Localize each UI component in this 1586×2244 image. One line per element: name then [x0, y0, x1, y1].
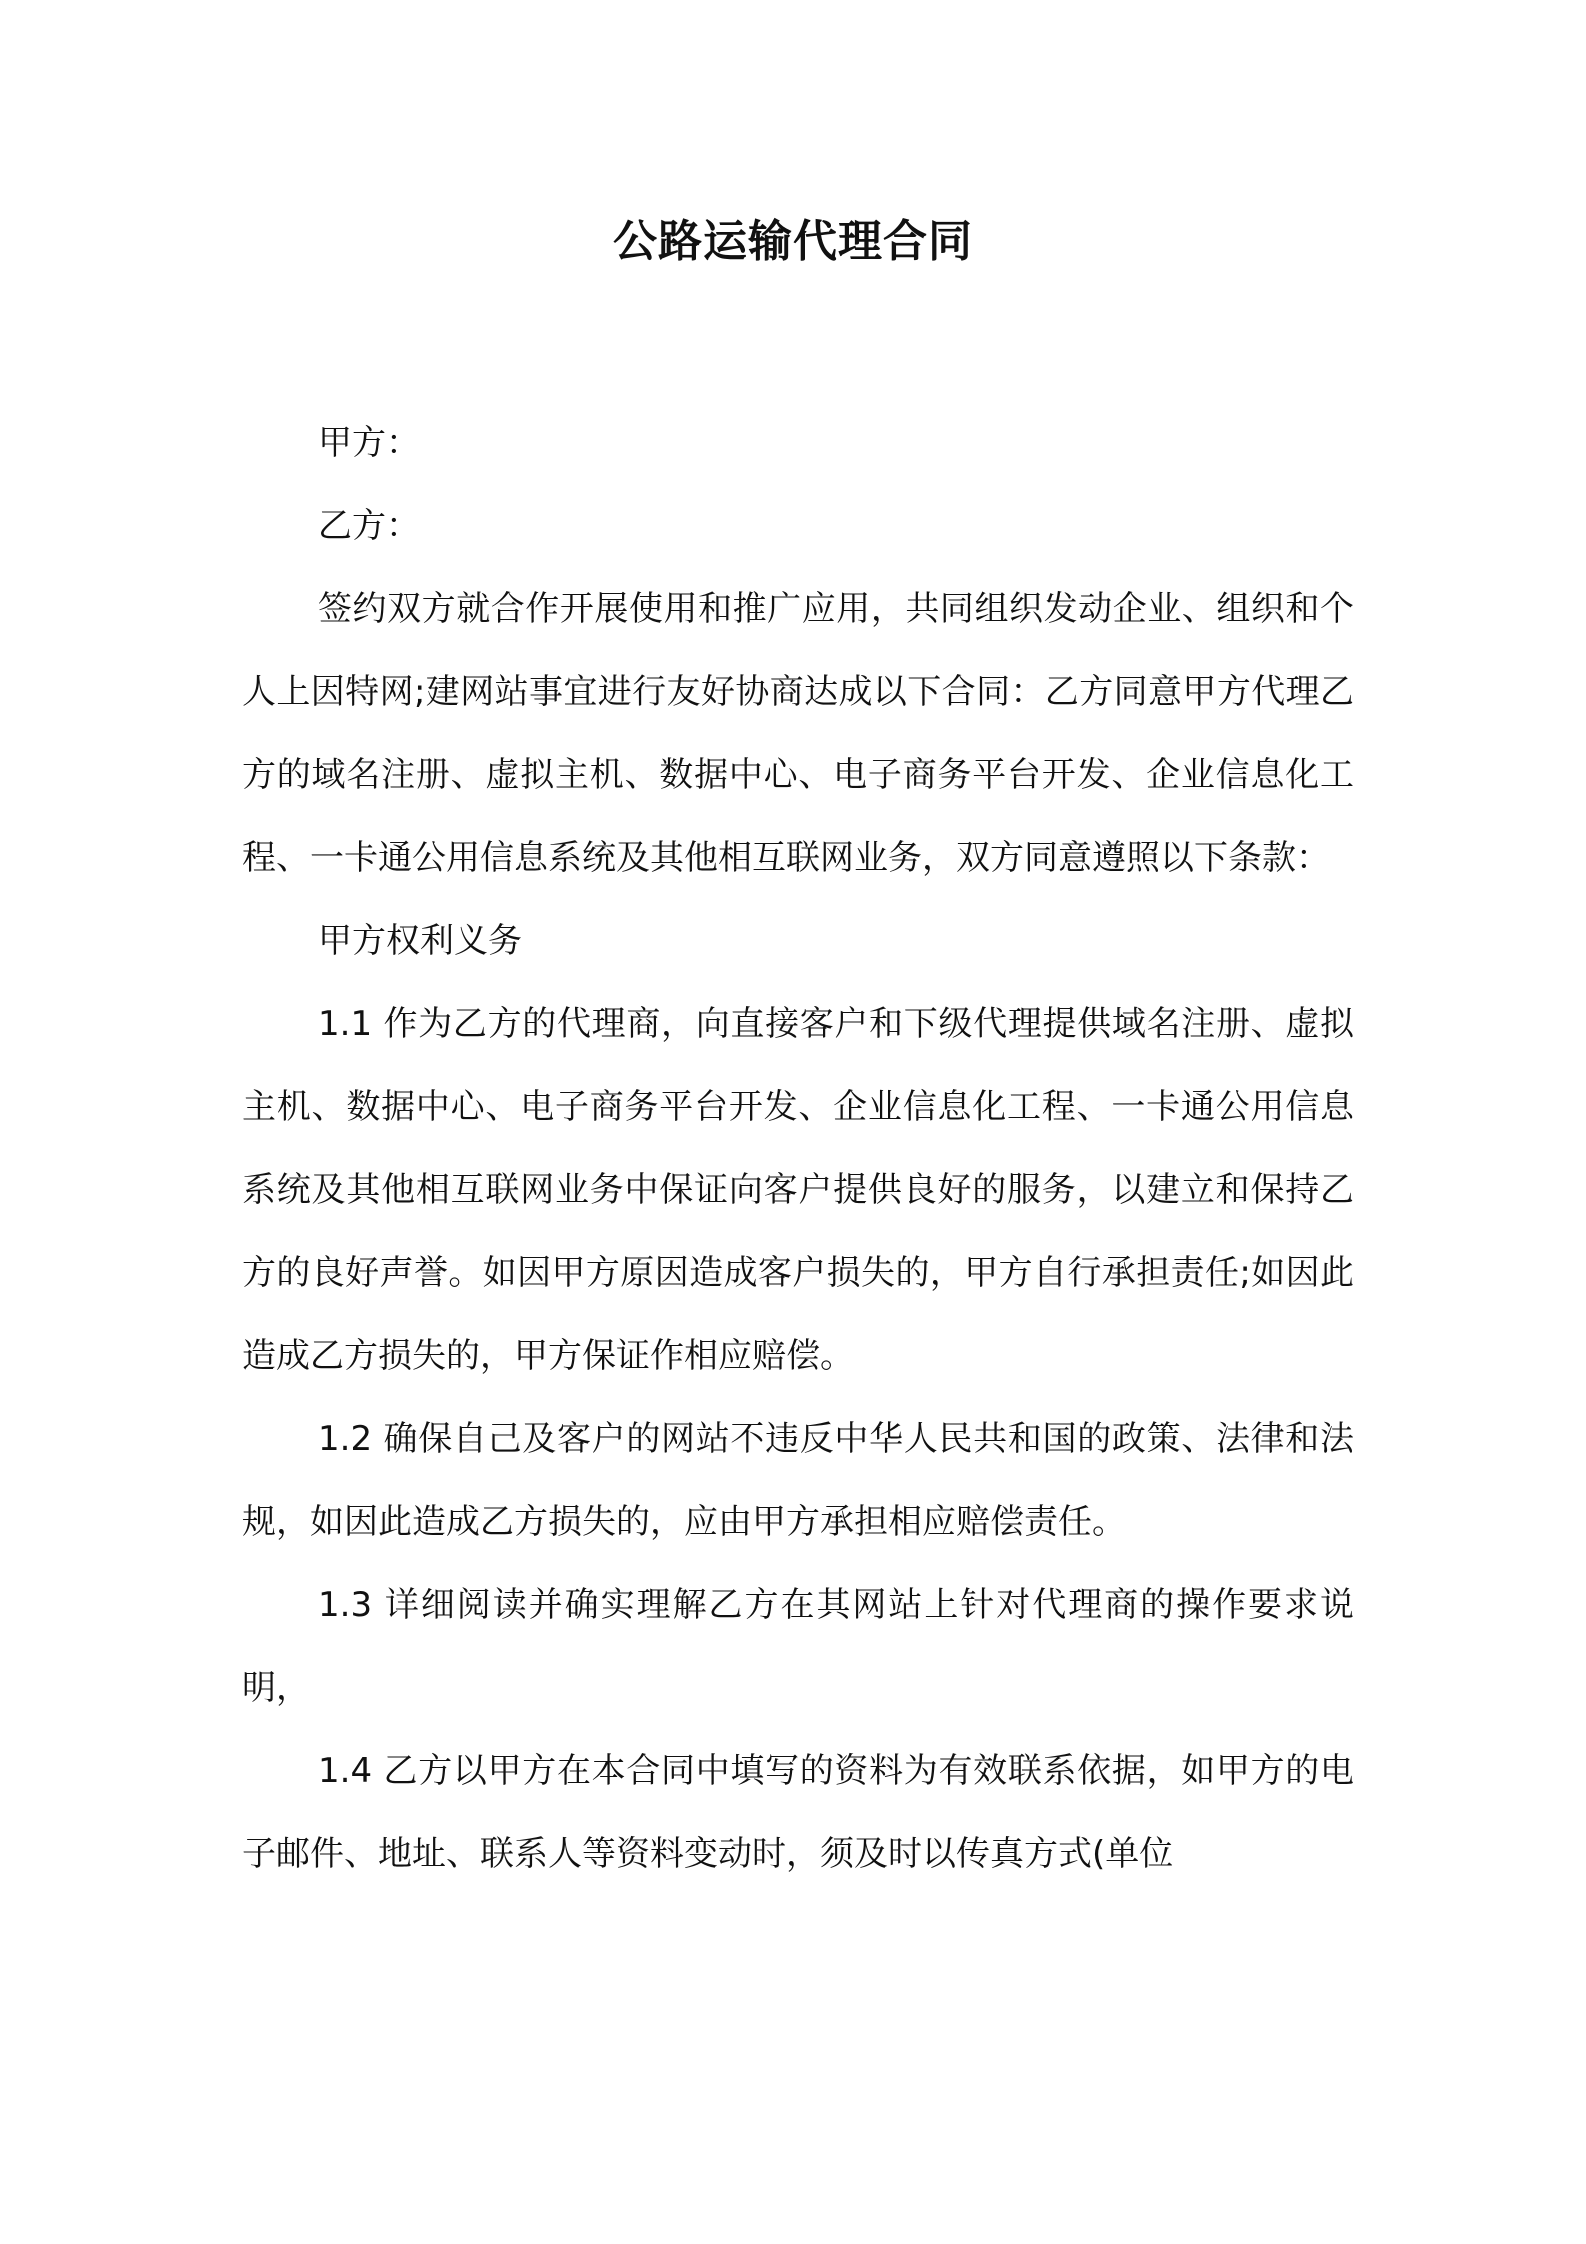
clause-1-4: 1.4 乙方以甲方在本合同中填写的资料为有效联系依据，如甲方的电子邮件、地址、联系人等资料变动时，须及时以传真方式(单位 [242, 1751, 1354, 1874]
document-title: 公路运输代理合同 [613, 216, 973, 267]
section-heading-party-a-rights: 甲方权利义务 [318, 921, 522, 961]
document-body [242, 402, 1354, 1896]
preamble-paragraph: 签约双方就合作开展使用和推广应用，共同组织发动企业、组织和个人上因特网;建网站事宜进行友好协商达成以下合同：乙方同意甲方代理乙方的域名注册、虚拟主机、数据中心、电子商务平台开发、企业信息化工程、一卡通公用信息系统及其他相互联网业务，双方同意遵照以下条款： [242, 589, 1354, 878]
party-b-line: 乙方： [318, 506, 420, 546]
party-a-line: 甲方： [318, 423, 420, 463]
clause-1-3: 1.3 详细阅读并确实理解乙方在其网站上针对代理商的操作要求说明， [242, 1585, 1354, 1708]
clause-1-1: 1.1 作为乙方的代理商，向直接客户和下级代理提供域名注册、虚拟主机、数据中心、电子商务平台开发、企业信息化工程、一卡通公用信息系统及其他相互联网业务中保证向客户提供良好的服务，以建立和保持乙方的良好声誉。如因甲方原因造成客户损失的，甲方自行承担责任;如因此造成乙方损失的，甲方保证作相应赔偿。 [242, 1004, 1354, 1376]
clause-1-2: 1.2 确保自己及客户的网站不违反中华人民共和国的政策、法律和法规，如因此造成乙方损失的，应由甲方承担相应赔偿责任。 [242, 1419, 1354, 1542]
